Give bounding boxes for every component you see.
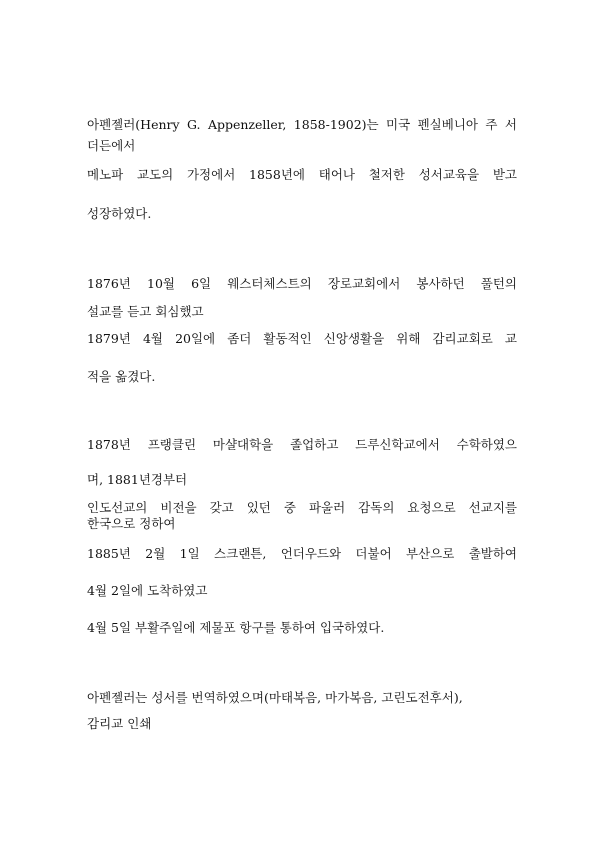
paragraph-1-line-2: 더든에서: [87, 138, 136, 153]
paragraph-4-line-1: 아펜젤러는 성서를 번역하였으며(마태복음, 마가복음, 고린도전후서),: [87, 690, 463, 705]
paragraph-2-line-3: 1879년 4월 20일에 좀더 활동적인 신앙생활을 위해 감리교회로 교: [87, 331, 517, 346]
paragraph-3-line-2: 며, 1881년경부터: [87, 472, 188, 487]
paragraph-2-line-2: 설교를 듣고 회심했고: [87, 304, 204, 319]
paragraph-1-line-3: 메노파 교도의 가정에서 1858년에 태어나 철저한 성서교육을 받고: [87, 167, 517, 182]
paragraph-2-line-1: 1876년 10월 6일 웨스터체스트의 장로교회에서 봉사하던 풀턴의: [87, 276, 517, 291]
paragraph-4-line-2: 감리교 인쇄: [87, 716, 152, 731]
paragraph-3-line-5: 1885년 2월 1일 스크랜튼, 언더우드와 더불어 부산으로 출발하여: [87, 546, 517, 561]
paragraph-3-line-6: 4월 2일에 도착하였고: [87, 583, 208, 598]
paragraph-3-line-1: 1878년 프랭클린 마샬대학을 졸업하고 드루신학교에서 수학하였으: [87, 437, 517, 452]
paragraph-3-line-4: 한국으로 정하여: [87, 516, 176, 531]
paragraph-1-line-1: 아펜젤러(Henry G. Appenzeller, 1858-1902)는 미국 펜실베니아 주 서: [87, 117, 517, 132]
paragraph-3-line-3: 인도선교의 비전을 갖고 있던 중 파울러 감독의 요청으로 선교지를: [87, 500, 517, 515]
paragraph-2-line-4: 적을 옮겼다.: [87, 369, 156, 384]
paragraph-3-line-7: 4월 5일 부활주일에 제물포 항구를 통하여 입국하였다.: [87, 620, 385, 635]
paragraph-1-line-4: 성장하였다.: [87, 206, 152, 221]
